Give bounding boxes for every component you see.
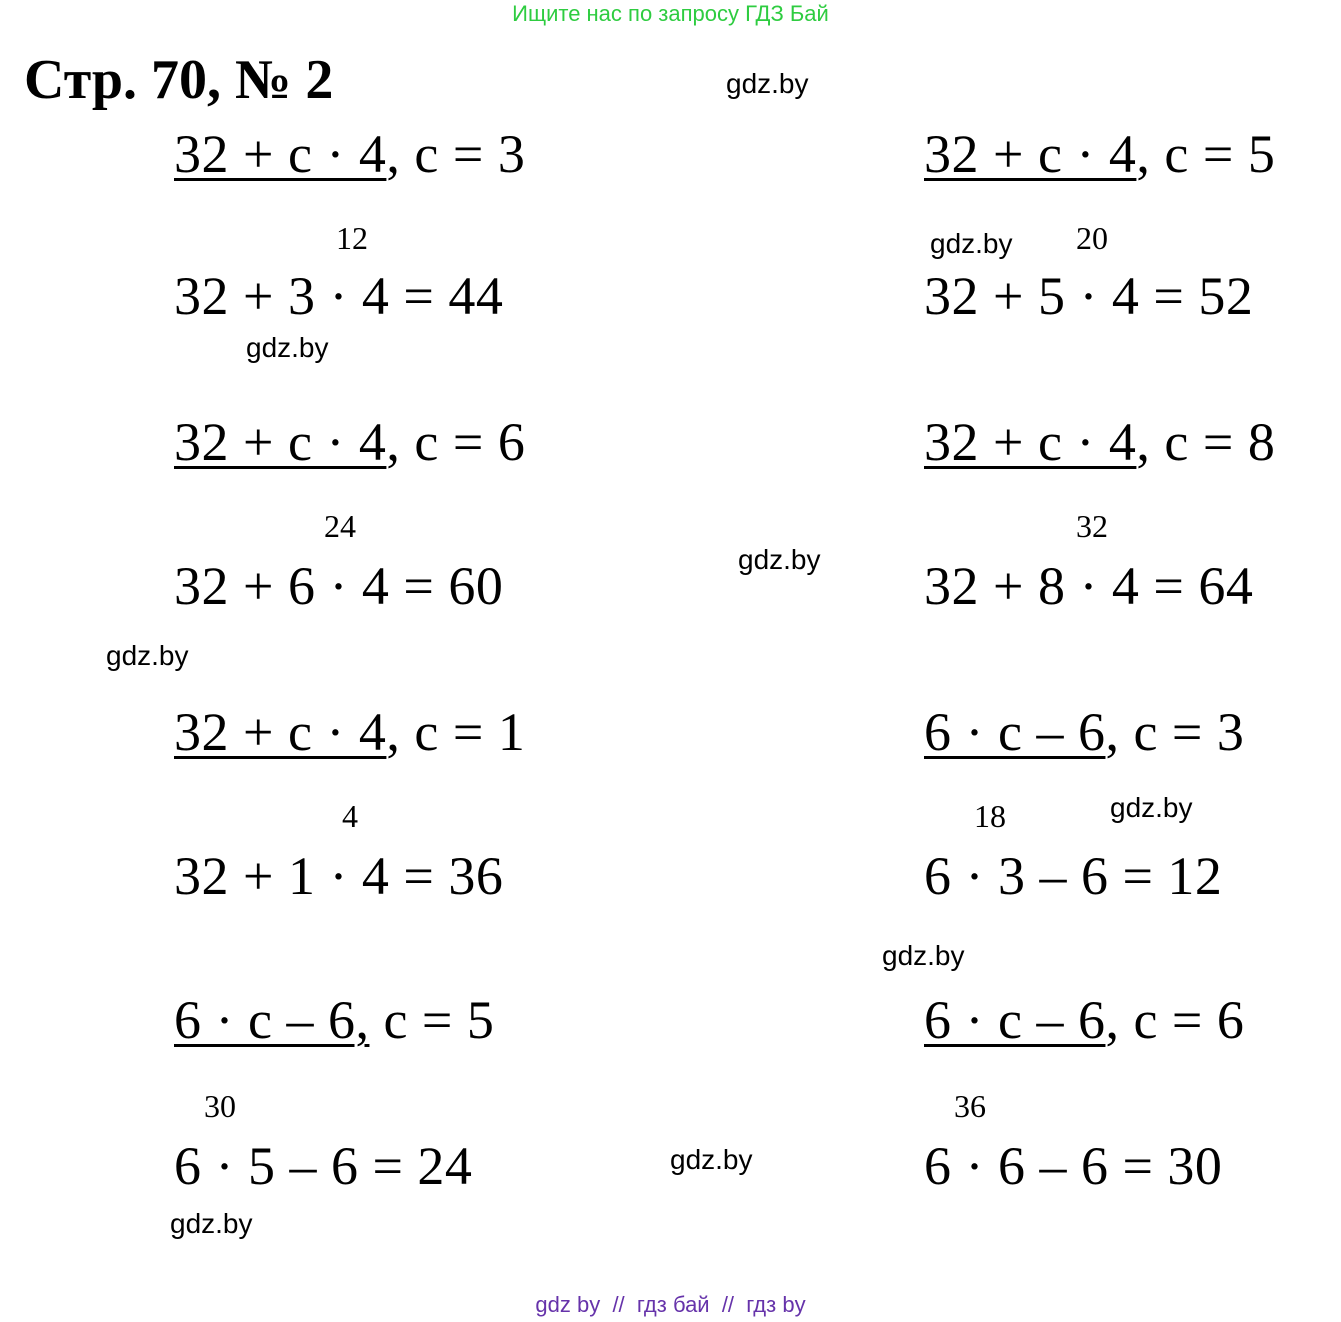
intermediate-value: 32: [1076, 508, 1108, 544]
intermediate-value: 36: [954, 1088, 986, 1124]
intermediate-value: 24: [324, 508, 356, 544]
problem-expression: [174, 700, 525, 764]
watermark: gdz.by: [670, 1144, 753, 1175]
expression-underlined: 6 · c – 6: [924, 702, 1106, 762]
result-equation: 32 + 3 · 4 = 44: [174, 266, 504, 326]
intermediate-value: 12: [336, 220, 368, 256]
watermark: gdz.by: [930, 228, 1013, 259]
expression-underlined: 6 · c – 6,: [174, 990, 370, 1050]
problem-expression: [924, 700, 1244, 764]
expression-underlined: 6 · c – 6: [924, 990, 1106, 1050]
result-equation: 32 + 5 · 4 = 52: [924, 266, 1254, 326]
watermark: gdz.by: [246, 332, 329, 363]
problem-expression: [174, 122, 525, 186]
watermark: gdz.by: [170, 1208, 253, 1239]
result-equation: 32 + 8 · 4 = 64: [924, 556, 1254, 616]
expression-underlined: 32 + c · 4: [174, 124, 387, 184]
expression-underlined: 32 + c · 4: [174, 702, 387, 762]
expression-underlined: 32 + c · 4: [924, 412, 1137, 472]
result-equation: 32 + 6 · 4 = 60: [174, 556, 504, 616]
watermark: gdz.by: [738, 544, 821, 575]
problem-expression: [924, 122, 1275, 186]
expression-underlined: 32 + c · 4: [174, 412, 387, 472]
condition: , c = 3: [386, 124, 526, 184]
problem-expression: [924, 988, 1244, 1052]
intermediate-value: 4: [342, 798, 358, 834]
result-equation: 6 · 6 – 6 = 30: [924, 1136, 1223, 1196]
watermark: gdz.by: [882, 940, 965, 971]
condition: , c = 3: [1105, 702, 1245, 762]
problem-expression: [174, 410, 525, 474]
result-equation: 6 · 5 – 6 = 24: [174, 1136, 473, 1196]
condition: , c = 6: [1105, 990, 1245, 1050]
result-equation: 6 · 3 – 6 = 12: [924, 846, 1223, 906]
footer-links: gdz by // гдз бай // гдз by: [535, 1292, 806, 1317]
result-equation: 32 + 1 · 4 = 36: [174, 846, 504, 906]
watermark: gdz.by: [106, 640, 189, 671]
intermediate-value: 20: [1076, 220, 1108, 256]
condition: , c = 6: [386, 412, 526, 472]
watermark: gdz.by: [726, 68, 809, 99]
intermediate-value: 30: [204, 1088, 236, 1124]
condition: c = 5: [369, 990, 495, 1050]
page-title: Стр. 70, № 2: [24, 49, 334, 111]
top-banner: Ищите нас по запросу ГДЗ Бай: [512, 1, 829, 26]
condition: , c = 8: [1136, 412, 1276, 472]
problem-expression: [174, 988, 494, 1052]
watermark: gdz.by: [1110, 792, 1193, 823]
condition: , c = 5: [1136, 124, 1276, 184]
condition: , c = 1: [386, 702, 526, 762]
intermediate-value: 18: [974, 798, 1006, 834]
expression-underlined: 32 + c · 4: [924, 124, 1137, 184]
problem-expression: [924, 410, 1275, 474]
